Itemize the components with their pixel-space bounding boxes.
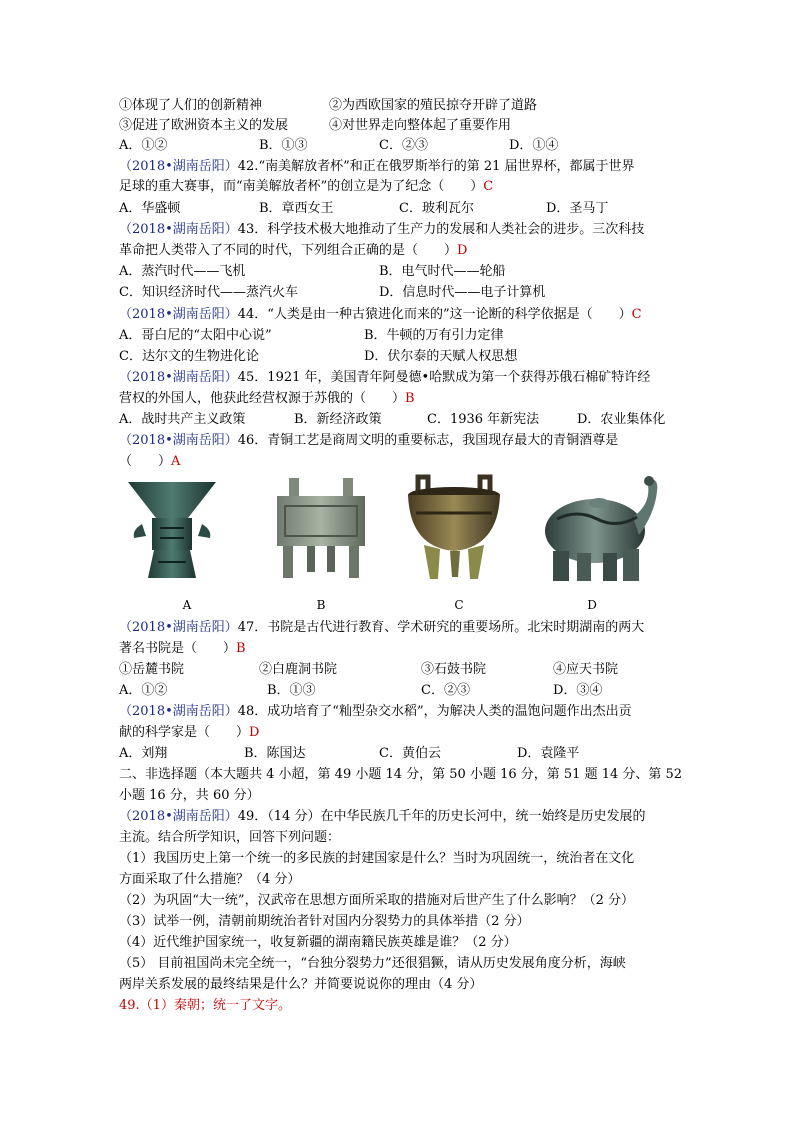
q43-answer: D — [457, 243, 468, 258]
q47-answer: B — [236, 641, 246, 656]
q43-source: （2018•湖南岳阳） — [119, 222, 238, 237]
q42-source: （2018•湖南岳阳） — [119, 159, 238, 174]
q46-source: （2018•湖南岳阳） — [119, 433, 238, 448]
q48-option-c: C．黄伯云 — [379, 746, 441, 761]
q44-answer: C — [631, 307, 642, 322]
q49-part-1-line-1: （1）我国历史上第一个统一的多民族的封建国家是什么？当时为巩固统一，统治者在文化 — [119, 851, 635, 866]
q48-option-b: B．陈国达 — [244, 746, 306, 761]
q47-option-b: B．①③ — [267, 683, 316, 698]
q42-option-a: A．华盛顿 — [119, 201, 181, 216]
q42-option-c: C．玻利瓦尔 — [399, 201, 474, 216]
section-2-heading-line-1: 二、非选择题（本大题共 4 小超，第 49 小题 14 分，第 50 小题 16 分，第 51 题 14 分、第 52 — [119, 767, 683, 782]
q45-option-c: C．1936 年新宪法 — [427, 412, 540, 427]
q49-stem-line-2: 主流。结合所学知识，回答下列问题： — [119, 830, 341, 845]
bronze-square-ding-image — [269, 476, 373, 580]
q49-answer-1: 49.（1）秦朝；统一了文字。 — [119, 998, 291, 1013]
q45-answer: B — [405, 391, 415, 406]
q41-option-d: D．①④ — [509, 138, 559, 153]
figure-label-a: A — [182, 598, 192, 612]
q48-stem-line-2: 献的科学家是（ ）D — [119, 725, 260, 740]
q46-stem-line-2: （ ）A — [119, 454, 181, 469]
q44-source: （2018•湖南岳阳） — [119, 307, 238, 322]
q49-part-3: （3）试举一例，清朝前期统治者针对国内分裂势力的具体举措（2 分） — [119, 914, 530, 929]
q41-item-line-2: ③促进了欧洲资本主义的发展 — [119, 118, 289, 133]
q48-answer: D — [249, 725, 260, 740]
bronze-round-ding-image — [402, 473, 506, 583]
q44-option-c: C．达尔文的生物进化论 — [119, 349, 259, 364]
q41-item-1-2b: ②为西欧国家的殖民掠夺开辟了道路 — [329, 98, 538, 113]
q42-answer: C — [483, 179, 494, 194]
q41-option-a: A．①② — [119, 138, 168, 153]
q41-option-b: B．①③ — [259, 138, 308, 153]
q41-item-line-1b — [329, 96, 537, 115]
q47-option-c: C．②③ — [421, 683, 470, 698]
q47-option-a: A．①② — [119, 683, 168, 698]
q49-source: （2018•湖南岳阳） — [119, 809, 238, 824]
q43-option-c: C．知识经济时代——蒸汽火车 — [119, 285, 298, 300]
q48-option-d: D．袁隆平 — [517, 746, 580, 761]
q43-option-b: B．电气时代——轮船 — [379, 264, 506, 279]
q48-source: （2018•湖南岳阳） — [119, 704, 238, 719]
q47-option-d: D．③④ — [553, 683, 603, 698]
q47-stem-line-2: 著名书院是（ ）B — [119, 641, 246, 656]
q42-option-d: D．圣马丁 — [546, 201, 609, 216]
q46-answer: A — [171, 454, 181, 469]
q42-option-b: B．章西女王 — [259, 201, 334, 216]
figure-label-c: C — [454, 598, 464, 612]
q45-option-a: A．战时共产主义政策 — [119, 412, 246, 427]
q42-stem-line-1: （2018•湖南岳阳）42.“南美解放者杯”和正在俄罗斯举行的第 21 届世界杯，都属于世界 — [119, 159, 635, 174]
q45-source: （2018•湖南岳阳） — [119, 370, 238, 385]
q49-part-5-line-1: （5） 目前祖国尚未完全统一，“台独分裂势力”还很猖獗，请从历史发展角度分析，海峡 — [119, 956, 626, 971]
q49-part-1-line-2: 方面采取了什么措施？（4 分） — [119, 872, 301, 887]
q44-option-d: D．伏尔泰的天赋人权思想 — [364, 349, 518, 364]
figure-label-b: B — [316, 598, 326, 612]
q43-stem-line-2: 革命把人类带入了不同的时代，下列组合正确的是（ ）D — [119, 243, 468, 258]
q41-item-1-2a: ①体现了人们的创新精神 — [119, 98, 263, 113]
q43-stem-line-1: （2018•湖南岳阳）43．科学技术极大地推动了生产力的发展和人类社会的进步。三次科技 — [119, 222, 645, 237]
bronze-elephant-zun-image — [537, 473, 665, 585]
q49-part-4: （4）近代维护国家统一，收复新疆的湖南籍民族英雄是谁？（2 分） — [119, 935, 517, 950]
q45-stem-line-1: （2018•湖南岳阳）45．1921 年，美国青年阿曼德•哈默成为第一个获得苏俄石棉矿特许经 — [119, 370, 651, 385]
q45-option-d: D．农业集体化 — [577, 412, 666, 427]
q49-part-5-line-2: 两岸关系发展的最终结果是什么？并简要说说你的理由（4 分） — [119, 977, 483, 992]
q43-option-a: A．蒸汽时代——飞机 — [119, 264, 246, 279]
q41-item-line-2b: ④对世界走向整体起了重要作用 — [329, 118, 512, 133]
q42-stem-line-2: 足球的重大赛事，而“南美解放者杯”的创立是为了纪念（ ）C — [119, 179, 494, 194]
figure-label-d: D — [587, 598, 597, 612]
q44-option-a: A．哥白尼的“太阳中心说” — [119, 328, 272, 343]
q41-option-c: C．②③ — [379, 138, 428, 153]
q43-option-d: D．信息时代——电子计算机 — [379, 285, 546, 300]
q47-stem-line-1: （2018•湖南岳阳）47．书院是古代进行教育、学术研究的重要场所。北宋时期湖南的两大 — [119, 620, 645, 635]
q49-part-2: （2）为巩固“大一统”，汉武帝在思想方面所采取的措施对后世产生了什么影响？（2 分） — [119, 893, 634, 908]
bronze-zun-image — [124, 478, 220, 582]
q41-item-line-1 — [119, 96, 262, 115]
q48-stem-line-1: （2018•湖南岳阳）48．成功培育了“籼型杂交水稻”，为解决人类的温饱问题作出杰出贡 — [119, 704, 632, 719]
q44-option-b: B．牛顿的万有引力定律 — [364, 328, 504, 343]
q45-stem-line-2: 营权的外国人，他获此经营权源于苏俄的（ ）B — [119, 391, 415, 406]
q49-stem-line-1: （2018•湖南岳阳）49．（14 分）在中华民族几千年的历史长河中，统一始终是历史发展的 — [119, 809, 646, 824]
q48-option-a: A．刘翔 — [119, 746, 168, 761]
section-2-heading-line-2: 小题 16 分，共 60 分） — [119, 788, 260, 803]
q46-stem-line-1: （2018•湖南岳阳）46．青铜工艺是商周文明的重要标志，我国现存最大的青铜酒尊是 — [119, 433, 619, 448]
q45-option-b: B．新经济政策 — [294, 412, 382, 427]
q47-source: （2018•湖南岳阳） — [119, 620, 238, 635]
q44-stem-line-1: （2018•湖南岳阳）44．“人类是由一种古猿进化而来的”这一论断的科学依据是（ ）C — [119, 307, 642, 322]
